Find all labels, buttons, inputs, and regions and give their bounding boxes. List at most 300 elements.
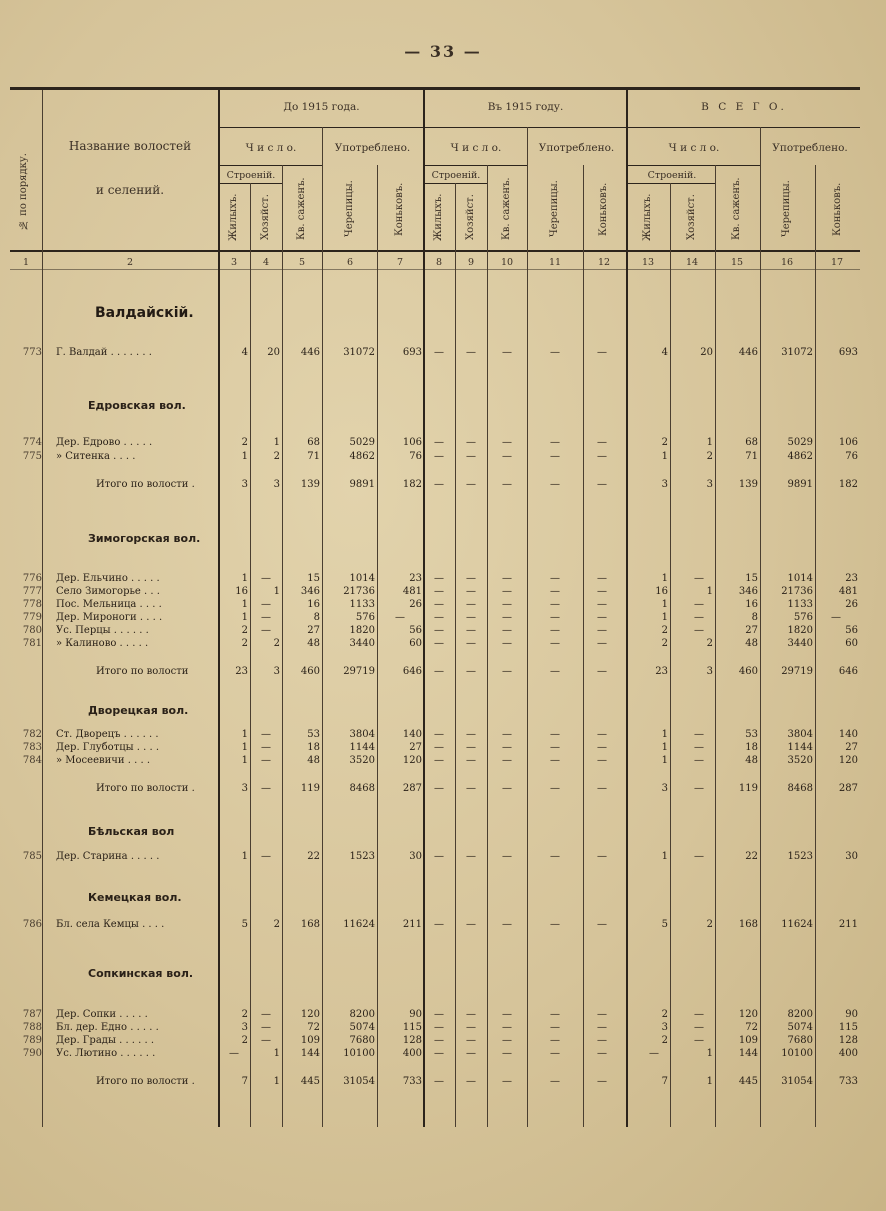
cell-total: 1 [706, 437, 713, 448]
cell-before: 3804 [349, 729, 375, 740]
cell-in: — [466, 666, 476, 677]
cell-total: 2 [661, 437, 668, 448]
column-number: 5 [298, 257, 306, 268]
cell-in: — [434, 599, 444, 610]
cell-before: 7680 [349, 1035, 375, 1046]
cell-before: 3 [273, 479, 280, 490]
cell-total: 733 [838, 1076, 858, 1087]
cell-total: 3 [706, 666, 713, 677]
cell-before: 31072 [343, 347, 375, 358]
cell-total: 7 [661, 1076, 668, 1087]
row-order-number: 779 [22, 612, 42, 623]
cell-in: — [550, 451, 560, 462]
subgroup-rule-before [220, 165, 322, 166]
cell-total: 30 [845, 851, 858, 862]
table-row [10, 599, 860, 612]
cell-in: — [597, 573, 607, 584]
cell-in: — [502, 599, 512, 610]
cell-total: 5029 [787, 437, 813, 448]
cell-before: 71 [307, 451, 320, 462]
cell-in: — [434, 1035, 444, 1046]
cell-before: 109 [300, 1035, 320, 1046]
cell-total: 3520 [787, 755, 813, 766]
cell-before: 76 [409, 451, 422, 462]
cell-in: — [502, 1048, 512, 1059]
cell-before: 30 [409, 851, 422, 862]
cell-total: — [694, 625, 704, 636]
cell-in: — [597, 586, 607, 597]
cell-in: — [502, 586, 512, 597]
header-ridges: Коньковъ. [394, 182, 405, 236]
cell-total: 1014 [787, 573, 813, 584]
table-row [10, 573, 860, 586]
cell-in: — [550, 1076, 560, 1087]
cell-before: 7 [241, 1076, 248, 1087]
cell-total: 1 [661, 612, 668, 623]
cell-total: — [694, 599, 704, 610]
cell-before: 23 [235, 666, 248, 677]
row-order-number: 775 [22, 451, 42, 462]
cell-total: 400 [838, 1048, 858, 1059]
table-row [10, 1035, 860, 1048]
cell-before: 8 [313, 612, 320, 623]
cell-before: 48 [307, 755, 320, 766]
cell-total: 2 [661, 1035, 668, 1046]
settlement-name: Дер. Глуботцы . . . . [56, 742, 160, 753]
cell-in: — [597, 1076, 607, 1087]
cell-total: 139 [738, 479, 758, 490]
cell-before: 140 [402, 729, 422, 740]
district-title: Валдайскій. [95, 305, 194, 321]
cell-total: — [694, 1009, 704, 1020]
page-number: — 33 — [404, 42, 482, 61]
cell-in: — [550, 1048, 560, 1059]
row-order-number: 786 [22, 919, 42, 930]
settlement-name: Дер. Грады . . . . . . [56, 1035, 155, 1046]
cell-in: — [597, 755, 607, 766]
cell-before: 2 [241, 1009, 248, 1020]
cell-before: — [261, 1022, 271, 1033]
cell-total: 1 [661, 755, 668, 766]
settlement-name: Бл. села Кемцы . . . . [56, 919, 165, 930]
cell-before: 90 [409, 1009, 422, 1020]
cell-in: — [550, 1009, 560, 1020]
column-number: 9 [467, 257, 475, 268]
cell-in: — [466, 612, 476, 623]
cell-total: 693 [838, 347, 858, 358]
cell-in: — [434, 729, 444, 740]
total-label: Итого по волости . [96, 783, 195, 794]
cell-total: 3804 [787, 729, 813, 740]
cell-before: 9891 [349, 479, 375, 490]
cell-in: — [434, 573, 444, 584]
cell-before: — [261, 625, 271, 636]
row-order-number: 789 [22, 1035, 42, 1046]
cell-before: 20 [267, 347, 280, 358]
cell-total: — [694, 729, 704, 740]
cell-in: — [550, 573, 560, 584]
group-rule-in [425, 127, 627, 128]
cell-total: 72 [745, 1022, 758, 1033]
cell-in: — [550, 599, 560, 610]
cell-before: 120 [300, 1009, 320, 1020]
settlement-name: Село Зимогорье . . . [56, 586, 160, 597]
cell-before: 2 [273, 919, 280, 930]
cell-total: 48 [745, 638, 758, 649]
cell-before: — [261, 612, 271, 623]
cell-in: — [434, 479, 444, 490]
cell-in: — [502, 479, 512, 490]
header-ridges: Коньковъ. [832, 182, 843, 236]
cell-before: 120 [402, 755, 422, 766]
column-number: 3 [230, 257, 238, 268]
cell-in: — [466, 742, 476, 753]
cell-before: 1014 [349, 573, 375, 584]
cell-in: — [466, 479, 476, 490]
header-tiles: Черепицы. [344, 180, 355, 238]
cell-total: — [694, 851, 704, 862]
cell-total: 2 [706, 919, 713, 930]
cell-before: 53 [307, 729, 320, 740]
table-row [10, 742, 860, 755]
cell-before: 2 [241, 1035, 248, 1046]
cell-before: 48 [307, 638, 320, 649]
statistics-table [10, 87, 860, 1127]
cell-in: — [550, 586, 560, 597]
cell-in: — [597, 666, 607, 677]
table-row [10, 919, 860, 932]
cell-total: 8200 [787, 1009, 813, 1020]
total-label: Итого по волости . [96, 1076, 195, 1087]
cell-before: 23 [409, 573, 422, 584]
column-number: 6 [346, 257, 354, 268]
cell-before: 5074 [349, 1022, 375, 1033]
cell-total: 3 [661, 479, 668, 490]
cell-before: 15 [307, 573, 320, 584]
row-order-number: 790 [22, 1048, 42, 1059]
column-number: 1 [22, 257, 30, 268]
row-order-number: 783 [22, 742, 42, 753]
group-rule-total [628, 127, 860, 128]
header-buildings-total: Строеній. [647, 170, 697, 181]
header-number-total: Ч и с л о. [668, 142, 720, 154]
cell-in: — [434, 451, 444, 462]
cell-total: 31054 [781, 1076, 813, 1087]
cell-before: 3 [241, 1022, 248, 1033]
cell-total: — [694, 783, 704, 794]
cell-before: 1 [273, 1076, 280, 1087]
cell-total: 3440 [787, 638, 813, 649]
cell-total: 3 [706, 479, 713, 490]
cell-before: 106 [402, 437, 422, 448]
cell-total: 18 [745, 742, 758, 753]
cell-in: — [466, 347, 476, 358]
cell-in: — [434, 783, 444, 794]
cell-in: — [502, 437, 512, 448]
volost-title: Зимогорская вол. [88, 532, 201, 545]
cell-total: 346 [738, 586, 758, 597]
header-residential: Жилыхъ. [433, 193, 444, 241]
header-used-before: Употреблено. [334, 142, 411, 154]
settlement-name: Пос. Мельница . . . . [56, 599, 162, 610]
table-row [10, 437, 860, 450]
header-number-in: Ч и с л о. [450, 142, 502, 154]
cell-before: — [261, 1035, 271, 1046]
settlement-name: Ус. Лютино . . . . . . [56, 1048, 156, 1059]
cell-before: — [261, 599, 271, 610]
cell-in: — [597, 729, 607, 740]
cell-in: — [502, 919, 512, 930]
cell-total: 211 [838, 919, 858, 930]
cell-before: 1 [241, 851, 248, 862]
cell-total: 53 [745, 729, 758, 740]
table-row [10, 1048, 860, 1061]
column-number: 7 [396, 257, 404, 268]
cell-before: — [261, 783, 271, 794]
cell-in: — [597, 1035, 607, 1046]
cell-in: — [550, 612, 560, 623]
volost-title: Сопкинская вол. [88, 967, 194, 980]
cell-total: 76 [845, 451, 858, 462]
cell-total: 2 [706, 638, 713, 649]
cell-before: — [261, 729, 271, 740]
cell-total: — [694, 1035, 704, 1046]
column-number: 11 [548, 257, 562, 268]
row-order-number: 781 [22, 638, 42, 649]
header-sq-sazhen: Кв. саженъ. [731, 177, 742, 241]
cell-before: 1 [273, 586, 280, 597]
cell-in: — [502, 638, 512, 649]
cell-total: 1 [706, 1048, 713, 1059]
cell-in: — [466, 1022, 476, 1033]
table-row [10, 638, 860, 651]
cell-before: 168 [300, 919, 320, 930]
cell-in: — [550, 479, 560, 490]
cell-in: — [434, 638, 444, 649]
cell-in: — [466, 851, 476, 862]
cell-total: — [694, 742, 704, 753]
cell-total: 1 [661, 729, 668, 740]
cell-total: 68 [745, 437, 758, 448]
cell-before: 646 [402, 666, 422, 677]
cell-total: 1144 [787, 742, 813, 753]
cell-before: 119 [300, 783, 320, 794]
header-buildings-before: Строеній. [226, 170, 276, 181]
cell-before: 22 [307, 851, 320, 862]
cell-total: 5074 [787, 1022, 813, 1033]
cell-total: 460 [738, 666, 758, 677]
cell-total: 15 [745, 573, 758, 584]
row-order-number: 777 [22, 586, 42, 597]
cell-in: — [434, 347, 444, 358]
cell-before: 26 [409, 599, 422, 610]
cell-total: 1 [661, 742, 668, 753]
cell-before: 1 [241, 573, 248, 584]
cell-before: 693 [402, 347, 422, 358]
volost-title: Дворецкая вол. [88, 704, 189, 717]
volost-total-row [10, 783, 860, 796]
cell-in: — [550, 347, 560, 358]
cell-in: — [466, 599, 476, 610]
cell-in: — [597, 625, 607, 636]
col-divider [455, 183, 456, 1127]
cell-before: 1 [241, 742, 248, 753]
header-household: Хозяйст. [686, 194, 697, 240]
cell-total: 144 [738, 1048, 758, 1059]
cell-total: 23 [845, 573, 858, 584]
column-number: 4 [262, 257, 270, 268]
cell-before: 1523 [349, 851, 375, 862]
cell-in: — [434, 742, 444, 753]
cell-before: 460 [300, 666, 320, 677]
cell-total: 20 [700, 347, 713, 358]
cell-before: 60 [409, 638, 422, 649]
settlement-name: » Калиново . . . . . [56, 638, 149, 649]
cell-total: 9891 [787, 479, 813, 490]
header-sq-sazhen: Кв. саженъ. [501, 177, 512, 241]
cell-before: — [261, 851, 271, 862]
settlement-name: Дер. Старина . . . . . [56, 851, 160, 862]
cell-total: 445 [738, 1076, 758, 1087]
volost-title: Едровская вол. [88, 399, 186, 412]
cell-before: 3 [241, 479, 248, 490]
column-number: 17 [830, 257, 844, 268]
cell-before: 16 [235, 586, 248, 597]
header-buildings-in: Строеній. [431, 170, 481, 181]
cell-in: — [502, 612, 512, 623]
row-order-number: 784 [22, 755, 42, 766]
settlement-name: Дер. Ельчино . . . . . [56, 573, 160, 584]
cell-before: 1 [241, 755, 248, 766]
cell-total: 16 [745, 599, 758, 610]
header-household: Хозяйст. [260, 194, 271, 240]
cell-in: — [434, 625, 444, 636]
table-row [10, 1009, 860, 1022]
header-bottom-rule [10, 250, 860, 252]
cell-in: — [502, 1009, 512, 1020]
cell-before: 4862 [349, 451, 375, 462]
cell-total: 10100 [781, 1048, 813, 1059]
cell-total: 2 [661, 625, 668, 636]
top-rule [10, 87, 860, 90]
cell-total: 109 [738, 1035, 758, 1046]
column-number: 13 [641, 257, 655, 268]
cell-total: 1 [706, 1076, 713, 1087]
cell-in: — [466, 625, 476, 636]
cell-in: — [597, 783, 607, 794]
cell-before: 29719 [343, 666, 375, 677]
cell-total: 48 [745, 755, 758, 766]
cell-total: 120 [738, 1009, 758, 1020]
row-order-number: 782 [22, 729, 42, 740]
table-row [10, 729, 860, 742]
cell-total: 1 [661, 599, 668, 610]
cell-in: — [597, 451, 607, 462]
cell-in: — [466, 586, 476, 597]
cell-before: 733 [402, 1076, 422, 1087]
cell-in: — [550, 666, 560, 677]
cell-before: 1 [241, 612, 248, 623]
cell-in: — [597, 851, 607, 862]
cell-before: 56 [409, 625, 422, 636]
cell-in: — [502, 347, 512, 358]
buildings-rule-in [425, 183, 487, 184]
cell-in: — [466, 1035, 476, 1046]
header-group-in: Въ 1915 году. [487, 101, 564, 113]
volost-title: Бѣльская вол [88, 825, 175, 838]
cell-total: 2 [661, 638, 668, 649]
cell-before: 139 [300, 479, 320, 490]
cell-total: 120 [838, 755, 858, 766]
cell-before: — [261, 755, 271, 766]
cell-total: 60 [845, 638, 858, 649]
cell-in: — [466, 1009, 476, 1020]
header-group-before: До 1915 года. [283, 101, 360, 113]
colnum-rule [10, 269, 860, 270]
header-residential: Жилыхъ. [228, 193, 239, 241]
cell-total: 576 [793, 612, 813, 623]
header-used-in: Употреблено. [538, 142, 615, 154]
cell-in: — [502, 1035, 512, 1046]
header-household: Хозяйст. [465, 194, 476, 240]
cell-in: — [502, 729, 512, 740]
cell-total: 8468 [787, 783, 813, 794]
cell-in: — [466, 919, 476, 930]
cell-in: — [597, 1048, 607, 1059]
cell-in: — [550, 729, 560, 740]
row-order-number: 780 [22, 625, 42, 636]
cell-in: — [597, 638, 607, 649]
cell-in: — [502, 573, 512, 584]
table-row [10, 451, 860, 464]
table-row [10, 612, 860, 625]
cell-in: — [434, 919, 444, 930]
settlement-name: Г. Валдай . . . . . . . [56, 347, 152, 358]
cell-in: — [466, 783, 476, 794]
cell-in: — [434, 666, 444, 677]
cell-in: — [466, 451, 476, 462]
cell-total: — [649, 1048, 659, 1059]
column-number: 12 [597, 257, 611, 268]
cell-before: 2 [273, 451, 280, 462]
cell-in: — [597, 599, 607, 610]
cell-before: 287 [402, 783, 422, 794]
header-name-line2: и селений. [95, 183, 165, 197]
cell-total: 23 [655, 666, 668, 677]
cell-before: 128 [402, 1035, 422, 1046]
cell-in: — [502, 755, 512, 766]
cell-before: 115 [402, 1022, 422, 1033]
cell-total: 21736 [781, 586, 813, 597]
cell-before: 3 [241, 783, 248, 794]
settlement-name: Дер. Мироноги . . . . [56, 612, 163, 623]
cell-total: 1 [661, 451, 668, 462]
cell-total: 8 [751, 612, 758, 623]
total-label: Итого по волости . [96, 479, 195, 490]
cell-before: — [229, 1048, 239, 1059]
cell-total: 7680 [787, 1035, 813, 1046]
volost-total-row [10, 1076, 860, 1089]
cell-in: — [597, 1009, 607, 1020]
cell-total: 128 [838, 1035, 858, 1046]
row-order-number: 788 [22, 1022, 42, 1033]
cell-in: — [550, 851, 560, 862]
cell-total: — [694, 612, 704, 623]
cell-total: 16 [655, 586, 668, 597]
header-name-line1: Название волостей [68, 139, 192, 153]
table-row [10, 755, 860, 768]
cell-in: — [434, 437, 444, 448]
